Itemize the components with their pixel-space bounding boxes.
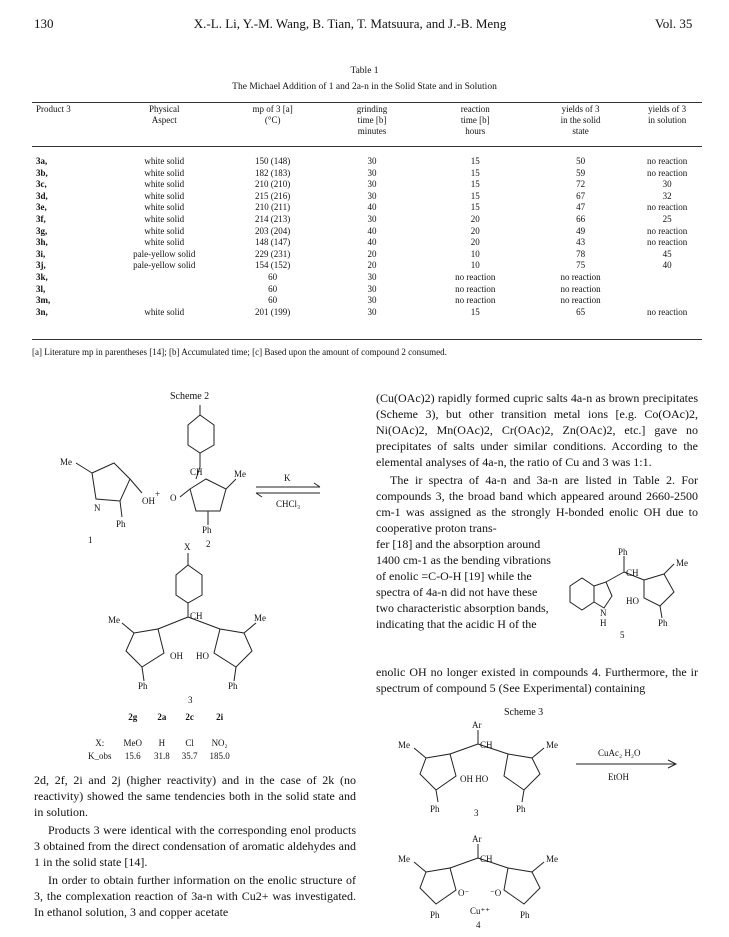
table-bottom-rule — [32, 339, 702, 340]
table-cell: 3d, — [36, 190, 48, 201]
lbl-ph-5: Ph — [618, 547, 628, 557]
lbl-me-4a: Me — [398, 854, 410, 864]
table-cell: no reaction — [455, 283, 496, 294]
table-row — [32, 272, 702, 284]
table-cell: 47 — [576, 202, 586, 213]
ring-3a — [420, 754, 456, 790]
lbl-o-minus: O⁻ — [458, 888, 470, 898]
left-p1: 2d, 2f, 2i and 2j (higher reactivity) and in the case of 2k (no reactivity) showed the same tendencies both in the solid state and in solution. — [34, 773, 356, 819]
table-cell: 182 (183) — [255, 167, 291, 178]
lbl-ph5-b: Ph — [658, 618, 668, 628]
lbl-ho-5: HO — [626, 596, 639, 606]
lbl-reagents-bottom: EtOH — [608, 772, 629, 782]
lbl-cu: Cu⁺⁺ — [470, 906, 491, 916]
table-cell: 20 — [470, 237, 480, 248]
benzene-2 — [188, 415, 214, 453]
lbl-me: Me — [60, 457, 72, 467]
table-cell: 78 — [576, 248, 586, 259]
table-cell: 49 — [576, 225, 586, 236]
table-row — [32, 237, 702, 249]
pyrazole-5 — [644, 574, 674, 606]
lbl-me-3b: Me — [546, 740, 558, 750]
left-column — [34, 772, 356, 922]
table-cell: 3c, — [36, 179, 47, 190]
col-product: Product 3 — [36, 104, 71, 114]
table-footnote: [a] Literature mp in parentheses [14]; [b] Accumulated time; [c] Based upon the amount of compound 2 consumed. — [32, 347, 447, 357]
table-cell: no reaction — [455, 295, 496, 306]
table-cell: 3g, — [36, 225, 48, 236]
table-cell — [106, 295, 223, 307]
col-mp-2: (°C) — [264, 115, 281, 125]
lbl-oh-3: OH — [170, 651, 183, 661]
table-cell: 15 — [470, 202, 480, 213]
table-cell: white solid — [144, 213, 185, 224]
bond-ph-1 — [120, 501, 122, 517]
k-x-label: X: — [95, 737, 105, 748]
table-cell: 60 — [268, 271, 278, 282]
table-row — [32, 226, 702, 238]
lbl-ch-4: CH — [480, 854, 493, 864]
table-cell: 72 — [576, 179, 586, 190]
table-cell: 30 — [367, 190, 377, 201]
lbl-ph-3r: Ph — [228, 681, 238, 691]
table-cell: 148 (147) — [255, 237, 291, 248]
k-head-3: 2c — [185, 711, 194, 722]
col-solid-1: yields of 3 — [561, 104, 600, 114]
table-cell: 40 — [662, 260, 672, 271]
table-cell: 60 — [268, 283, 278, 294]
lbl-compound-1: 1 — [88, 535, 93, 545]
table-cell — [106, 284, 223, 296]
table-cell: 214 (213) — [255, 213, 291, 224]
col-mp-1: mp of 3 [a] — [252, 104, 293, 114]
lbl-me-4b: Me — [546, 854, 558, 864]
table-cell: 50 — [576, 156, 586, 166]
table-cell: 43 — [576, 237, 586, 248]
table-cell: 3a, — [36, 156, 48, 166]
lbl-ph-3a: Ph — [430, 804, 440, 814]
scheme2-structures — [30, 405, 360, 705]
ring-3-left — [126, 629, 164, 667]
lbl-ph-3l: Ph — [138, 681, 148, 691]
table-cell: 15 — [470, 306, 480, 317]
table-cell: pale-yellow solid — [133, 248, 196, 259]
table-cell: no reaction — [560, 271, 601, 282]
bond-oh-1 — [130, 479, 142, 493]
table-cell: 10 — [470, 248, 480, 259]
lbl-k: K — [284, 473, 291, 483]
table-cell — [632, 284, 702, 296]
lbl-me-5: Me — [676, 558, 688, 568]
k-k-2: 31.8 — [154, 750, 170, 761]
lbl-o-2: O — [170, 493, 177, 503]
table-cell: 3j, — [36, 260, 46, 271]
table-cell: 30 — [367, 179, 377, 190]
col-react-1: reaction — [460, 104, 490, 114]
table-cell: 65 — [576, 306, 586, 317]
table-row — [32, 260, 702, 272]
ring-4b — [504, 868, 540, 904]
lbl-compound-3s: 3 — [474, 808, 479, 818]
lbl-me-3a: Me — [398, 740, 410, 750]
k-x-1: MeO — [123, 737, 143, 748]
table-cell: 30 — [367, 167, 377, 178]
table-cell: 15 — [470, 156, 480, 166]
table-cell: 20 — [367, 260, 377, 271]
col-aspect-1: Physical — [149, 104, 180, 114]
lbl-compound-4: 4 — [476, 920, 481, 928]
table-cell: 30 — [367, 156, 377, 166]
lbl-ch-5: CH — [626, 568, 639, 578]
lbl-me-2: Me — [234, 469, 246, 479]
lbl-oh: OH — [142, 496, 155, 506]
lbl-ar-4: Ar — [472, 834, 482, 844]
scheme3-structures — [380, 718, 720, 928]
scheme2-title: Scheme 2 — [170, 391, 210, 402]
table-cell: 75 — [576, 260, 586, 271]
right-p2c: enolic OH no longer existed in compounds 4. Furthermore, the ir spectrum of compound 5 (See Experimental) containing — [376, 665, 698, 695]
k-x-2: H — [158, 737, 166, 748]
col-sol-2: in solution — [647, 115, 687, 125]
table-cell: no reaction — [647, 156, 688, 166]
table-row — [32, 202, 702, 214]
table-cell: 30 — [367, 213, 377, 224]
lbl-ph-2: Ph — [202, 525, 212, 535]
right-p1: (Cu(OAc)2) rapidly formed cupric salts 4a-n as brown precipitates (Scheme 3), but other transition metal ions [e.g. Co(OAc)2, Ni(OAc)2, Mn(OAc)2, Cr(OAc)2, Zn(OAc)2, etc.] gave no precipitates of salts under similar conditions. According to the elemental analyses of 4a-n, the ratio of Cu and 3 was 1:1. — [376, 391, 698, 469]
table-cell: no reaction — [455, 271, 496, 282]
table-cell: white solid — [144, 237, 185, 248]
table-cell: 60 — [268, 295, 278, 306]
table-cell: 3k, — [36, 271, 48, 282]
col-grind-1: grinding — [356, 104, 388, 114]
table-cell: 32 — [662, 190, 672, 201]
k-x-3: Cl — [185, 737, 194, 748]
right-p2b: fer [18] and the absorption around 1400 cm-1 as the bending vibrations of enolic =C-O-H [19] while the spectra of 4a-n did not have these two characteristic absorption bands, indicating that the acidic H of the — [376, 537, 551, 631]
lbl-me-3l: Me — [108, 615, 120, 625]
lbl-ph: Ph — [116, 519, 126, 529]
table-row — [32, 295, 702, 307]
left-p3: In order to obtain further information on the enolic structure of 3, the complexation reaction of 3a-n with Cu2+ was investigated. In ethanol solution, 3 and copper acetate — [34, 873, 356, 919]
lbl-reagents-top: CuAc₂ H₂O — [598, 748, 641, 758]
table-cell: 20 — [470, 213, 480, 224]
lbl-ch-3s: CH — [480, 740, 493, 750]
right-p2a: The ir spectra of 4a-n and 3a-n are listed in Table 2. For compounds 3, the broad band which appeared around 2660-2500 cm-1 was assigned as the strongly H-bonded enolic OH due to cooperative proton trans- — [376, 473, 698, 535]
table-cell: 3f, — [36, 213, 46, 224]
table-cell: no reaction — [647, 167, 688, 178]
table-cell: 25 — [662, 213, 672, 224]
ring-1 — [92, 463, 130, 501]
table-row — [32, 284, 702, 296]
table-cell: 20 — [470, 225, 480, 236]
table-cell: 66 — [576, 213, 586, 224]
table-cell: 30 — [367, 306, 377, 317]
ring-2 — [190, 479, 226, 511]
lbl-ohho-3: OH HO — [460, 774, 489, 784]
lbl-ph-4a: Ph — [430, 910, 440, 920]
table-cell: 215 (216) — [255, 190, 291, 201]
col-solid-2: in the solid — [560, 115, 601, 125]
k-head-2: 2a — [157, 711, 167, 722]
lbl-ph-4b: Ph — [520, 910, 530, 920]
scheme3-title: Scheme 3 — [504, 707, 544, 718]
table-cell: 201 (199) — [255, 306, 291, 317]
table-cell: 154 (152) — [255, 260, 291, 271]
table-cell: 30 — [662, 179, 672, 190]
bond-me-1 — [76, 463, 92, 473]
lbl-h-5: H — [600, 618, 607, 628]
table-cell: white solid — [144, 225, 185, 236]
table-cell: 40 — [367, 237, 377, 248]
lbl-compound-2: 2 — [206, 539, 211, 549]
table-cell: 20 — [367, 248, 377, 259]
table-cell: 45 — [662, 248, 672, 259]
k-k-label: K_obs — [88, 750, 112, 761]
table-row — [32, 307, 702, 319]
table-row — [32, 191, 702, 203]
table-cell: 30 — [367, 295, 377, 306]
table-cell: 3h, — [36, 237, 48, 248]
compound-5 — [560, 546, 705, 646]
table-cell: 40 — [367, 202, 377, 213]
table-cell: 3l, — [36, 283, 46, 294]
table-row — [32, 214, 702, 226]
table-cell: 67 — [576, 190, 586, 201]
table-cell: white solid — [144, 167, 185, 178]
table-cell: 15 — [470, 179, 480, 190]
kobs-table — [82, 710, 236, 762]
table-cell: 15 — [470, 190, 480, 201]
left-p2: Products 3 were identical with the corresponding enol products 3 obtained from the direct condensation of aromatic aldehydes and 1 in the solid state [14]. — [34, 823, 356, 869]
k-k-1: 15.6 — [124, 750, 141, 761]
col-grind-2: time [b] — [357, 115, 387, 125]
lbl-ch-3: CH — [190, 611, 203, 621]
table-cell: 3e, — [36, 202, 47, 213]
k-x-4: NO₂ — [211, 737, 228, 748]
col-grind-3: minutes — [357, 126, 387, 136]
ring-4a — [420, 868, 456, 904]
k-head-4: 2i — [216, 711, 224, 722]
table-cell: 30 — [367, 283, 377, 294]
table-row — [32, 179, 702, 191]
table-cell: 10 — [470, 260, 480, 271]
table-cell: pale-yellow solid — [133, 260, 196, 271]
table-row — [32, 249, 702, 261]
table-cell: 59 — [576, 167, 586, 178]
indole-pyrrole — [594, 582, 612, 608]
table-number: Table 1 — [350, 66, 379, 76]
table-cell: white solid — [144, 306, 185, 317]
table-cell: white solid — [144, 190, 185, 201]
k-head-0 — [82, 710, 118, 723]
table-cell: 30 — [367, 271, 377, 282]
table-cell — [632, 295, 702, 307]
table-cell: no reaction — [560, 283, 601, 294]
lbl-me-3r: Me — [254, 613, 266, 623]
lbl-plus: + — [155, 489, 161, 499]
indole-benzene — [570, 578, 594, 610]
col-react-3: hours — [465, 126, 486, 136]
lbl-ar-3: Ar — [472, 720, 482, 730]
table-cell: no reaction — [647, 202, 688, 213]
table-cell: 3i, — [36, 248, 46, 259]
table-cell: 210 (211) — [255, 202, 291, 213]
lbl-n-5: N — [600, 608, 607, 618]
k-k-4: 185.0 — [209, 750, 230, 761]
lbl-ph-3b: Ph — [516, 804, 526, 814]
benzene-3 — [176, 565, 202, 603]
table-top-rule — [32, 102, 702, 103]
table-cell: no reaction — [647, 306, 688, 317]
lbl-x-3: X — [184, 542, 191, 552]
table-cell: white solid — [144, 202, 185, 213]
col-sol-1: yields of 3 — [648, 104, 687, 114]
table-cell: 3n, — [36, 306, 48, 317]
table-cell: 203 (204) — [255, 225, 291, 236]
table-cell: no reaction — [647, 237, 688, 248]
table-cell: 229 (231) — [255, 248, 291, 259]
col-solid-3: state — [572, 126, 589, 136]
lbl-compound-3: 3 — [188, 695, 193, 705]
table-cell: 210 (210) — [255, 179, 291, 190]
table-cell: white solid — [144, 156, 185, 166]
table-michael-addition — [32, 104, 702, 318]
col-react-2: time [b] — [460, 115, 490, 125]
page-number: 130 — [34, 16, 54, 31]
table-cell — [632, 272, 702, 284]
table-cell — [106, 272, 223, 284]
table-cell: 3m, — [36, 295, 51, 306]
lbl-compound-5: 5 — [620, 630, 625, 640]
table-caption: The Michael Addition of 1 and 2a-n in the Solid State and in Solution — [232, 82, 497, 92]
table-row — [32, 156, 702, 168]
ring-3b — [504, 754, 540, 790]
volume: Vol. 35 — [655, 16, 693, 31]
lbl-n: N — [94, 503, 101, 513]
ring-3-right — [214, 629, 252, 667]
k-k-3: 35.7 — [181, 750, 198, 761]
table-cell: 15 — [470, 167, 480, 178]
k-head-1: 2g — [128, 711, 138, 722]
lbl-ho-3: HO — [196, 651, 209, 661]
table-cell: 3b, — [36, 167, 48, 178]
lbl-chcl3: CHCl₃ — [276, 499, 301, 509]
table-cell: no reaction — [560, 295, 601, 306]
running-authors: X.-L. Li, Y.-M. Wang, B. Tian, T. Matsuura, and J.-B. Meng — [193, 16, 507, 31]
table-cell: white solid — [144, 179, 185, 190]
table-cell: 40 — [367, 225, 377, 236]
table-cell: 150 (148) — [255, 156, 291, 166]
table-cell: no reaction — [647, 225, 688, 236]
lbl-minus-o: ⁻O — [490, 888, 502, 898]
table-row — [32, 168, 702, 180]
col-aspect-2: Aspect — [151, 115, 177, 125]
lbl-ch-2: CH — [190, 467, 203, 477]
